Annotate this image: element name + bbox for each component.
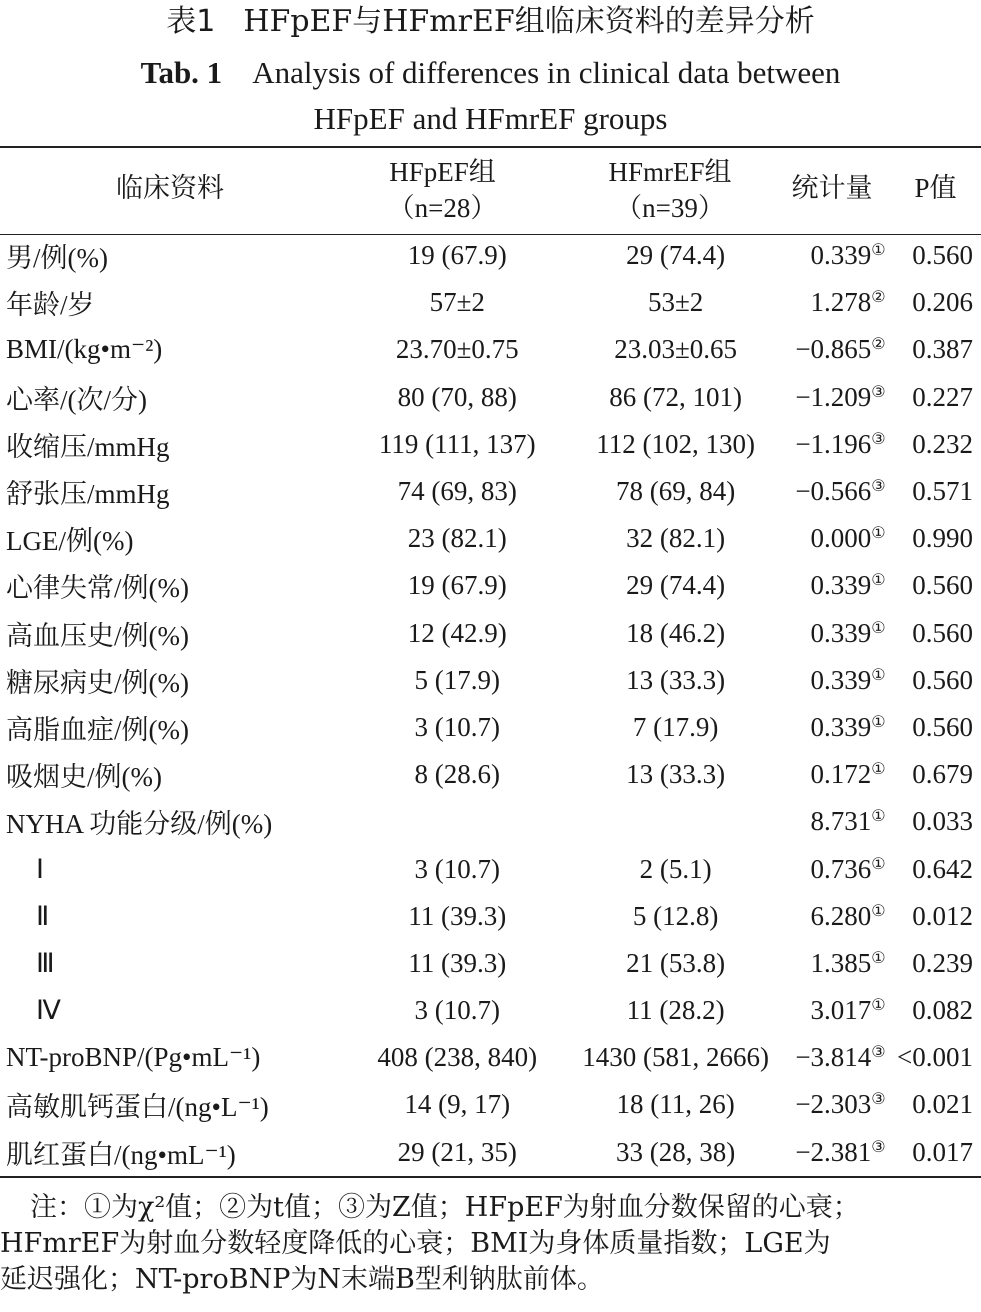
hfpef-value: 19 (67.9): [407, 240, 507, 271]
table-title-en-line2: HFpEF and HFmrEF groups: [313, 101, 668, 136]
statistic-footnote-mark: ①: [871, 997, 886, 1015]
p-value: 0.571: [912, 476, 973, 507]
p-value: 0.232: [912, 428, 973, 459]
p-value: 0.239: [912, 947, 973, 978]
statistic-value: [795, 1081, 893, 1128]
table-row: [0, 940, 981, 987]
statistic-footnote-mark: ①: [871, 808, 886, 826]
statistic-value: [795, 326, 893, 373]
hfmref-value: 32 (82.1): [626, 523, 726, 554]
p-value: 0.990: [912, 523, 973, 554]
table-title-en: [0, 50, 981, 142]
statistic-footnote-mark: ①: [871, 761, 886, 779]
table-label-en: Tab. 1: [140, 55, 223, 90]
row-label: 肌红蛋白/(ng•mL⁻¹): [6, 1139, 236, 1170]
p-value: 0.206: [912, 287, 973, 318]
hfpef-value: 11 (39.3): [408, 900, 507, 931]
statistic-footnote-mark: ①: [871, 572, 886, 590]
row-label: BMI/(kg•m⁻²): [6, 334, 163, 365]
table-header: [0, 148, 981, 236]
hfpef-value: 8 (28.6): [414, 759, 500, 790]
statistic-number: 0.000: [810, 523, 872, 554]
table-row: [0, 562, 981, 609]
hfpef-value: 23.70±0.75: [395, 334, 519, 365]
note-line-2: HFmrEF为射血分数轻度降低的心衰；BMI为身体质量指数；LGE为: [0, 1228, 831, 1259]
table-row: [0, 1129, 981, 1176]
statistic-value: [795, 374, 893, 421]
statistic-value: [795, 421, 893, 468]
table-row: [0, 421, 981, 468]
header-statistic: 统计量: [791, 173, 873, 203]
statistic-footnote-mark: ①: [871, 949, 886, 967]
table-row: [0, 987, 981, 1034]
statistic-footnote-mark: ①: [871, 525, 886, 543]
row-label: NYHA 功能分级/例(%): [6, 809, 273, 840]
statistic-number: −2.381: [795, 1136, 872, 1167]
p-value: 0.679: [912, 759, 973, 790]
hfpef-value: 119 (111, 137): [378, 428, 536, 459]
table-title-en-line1: Analysis of differences in clinical data between: [252, 55, 841, 90]
row-label: 吸烟史/例(%): [6, 762, 162, 793]
statistic-value: [795, 610, 893, 657]
statistic-footnote-mark: ①: [871, 713, 886, 731]
p-value: 0.012: [912, 900, 973, 931]
table-row: [0, 610, 981, 657]
hfmref-value: 1430 (581, 2666): [582, 1042, 769, 1073]
header-hfmref: HFmrEF组 （n=39）: [608, 157, 732, 223]
statistic-number: 3.017: [810, 995, 872, 1026]
statistic-value: [795, 468, 893, 515]
statistic-footnote-mark: ③: [871, 1044, 886, 1062]
statistic-value: [795, 893, 893, 940]
statistic-value: [795, 987, 893, 1034]
table-row: [0, 893, 981, 940]
table-row: [0, 326, 981, 373]
hfmref-value: 11 (28.2): [626, 995, 725, 1026]
p-value: 0.560: [912, 617, 973, 648]
note-line-1: 注：①为χ²值；②为t值；③为Z值；HFpEF为射血分数保留的心衰；: [30, 1192, 860, 1223]
hfmref-value: 13 (33.3): [626, 759, 726, 790]
hfpef-value: 80 (70, 88): [397, 381, 517, 412]
p-value: 0.227: [912, 381, 973, 412]
statistic-number: 1.385: [810, 947, 872, 978]
statistic-value: [795, 515, 893, 562]
hfpef-value: 5 (17.9): [414, 664, 500, 695]
hfmref-value: 53±2: [647, 287, 704, 318]
statistic-footnote-mark: ③: [871, 430, 886, 448]
statistic-footnote-mark: ①: [871, 242, 886, 260]
statistic-value: [795, 657, 893, 704]
hfpef-value: 11 (39.3): [408, 947, 507, 978]
hfmref-value: 86 (72, 101): [609, 381, 742, 412]
hfpef-value: 3 (10.7): [414, 711, 500, 742]
p-value: 0.560: [912, 711, 973, 742]
hfmref-value: 112 (102, 130): [596, 428, 755, 459]
statistic-number: 8.731: [810, 806, 872, 837]
hfmref-value: 23.03±0.65: [614, 334, 738, 365]
statistic-footnote-mark: ①: [871, 902, 886, 920]
statistic-footnote-mark: ③: [871, 478, 886, 496]
p-value: 0.033: [912, 806, 973, 837]
table-row: [0, 515, 981, 562]
statistic-number: −1.196: [795, 428, 872, 459]
hfpef-value: 29 (21, 35): [397, 1136, 517, 1167]
table-label-cn: 表1: [166, 4, 216, 39]
statistic-value: [795, 232, 893, 279]
statistic-value: [795, 704, 893, 751]
statistic-value: [795, 1129, 893, 1176]
hfpef-value: 3 (10.7): [414, 995, 500, 1026]
p-value: 0.560: [912, 570, 973, 601]
statistic-number: 0.736: [810, 853, 872, 884]
row-label: 高敏肌钙蛋白/(ng•L⁻¹): [6, 1092, 269, 1123]
row-label: 糖尿病史/例(%): [6, 667, 189, 698]
p-value: 0.082: [912, 995, 973, 1026]
p-value: 0.560: [912, 664, 973, 695]
hfmref-value: 7 (17.9): [632, 711, 719, 742]
row-label: 高脂血症/例(%): [6, 714, 189, 745]
p-value: 0.560: [912, 240, 973, 271]
hfmref-value: 18 (11, 26): [616, 1089, 735, 1120]
hfmref-value: 21 (53.8): [626, 947, 726, 978]
hfpef-value: 23 (82.1): [407, 523, 507, 554]
row-label: Ⅲ: [36, 947, 55, 978]
hfmref-value: 29 (74.4): [626, 570, 726, 601]
statistic-value: [795, 1034, 893, 1081]
hfmref-value: 33 (28, 38): [616, 1136, 736, 1167]
table-row: [0, 798, 981, 845]
statistic-number: 6.280: [810, 900, 872, 931]
p-value: 0.387: [912, 334, 973, 365]
statistic-number: −3.814: [795, 1042, 872, 1073]
statistic-number: −0.865: [795, 334, 872, 365]
table-body: [0, 232, 981, 1176]
table-row: [0, 468, 981, 515]
statistic-footnote-mark: ①: [871, 619, 886, 637]
hfmref-value: 5 (12.8): [632, 900, 719, 931]
statistic-number: −0.566: [795, 476, 872, 507]
header-p-value: P值: [914, 173, 957, 203]
p-value: <0.001: [897, 1042, 973, 1073]
table-row: [0, 232, 981, 279]
table-row: [0, 279, 981, 326]
hfpef-value: 74 (69, 83): [397, 476, 517, 507]
table-note: [0, 1190, 981, 1298]
statistic-footnote-mark: ①: [871, 666, 886, 684]
row-label: Ⅰ: [36, 853, 44, 884]
row-label: 男/例(%): [6, 243, 108, 274]
hfpef-value: 14 (9, 17): [404, 1089, 511, 1120]
statistic-footnote-mark: ③: [871, 1138, 886, 1156]
hfpef-value: 12 (42.9): [407, 617, 507, 648]
clinical-data-table: [0, 232, 981, 1176]
hfmref-value: 78 (69, 84): [616, 476, 736, 507]
hfmref-value: 18 (46.2): [626, 617, 726, 648]
statistic-value: [795, 751, 893, 798]
statistic-number: 0.339: [810, 711, 872, 742]
statistic-footnote-mark: ②: [871, 289, 886, 307]
statistic-value: [795, 279, 893, 326]
p-value: 0.017: [912, 1136, 973, 1167]
hfpef-value: 19 (67.9): [407, 570, 507, 601]
statistic-value: [795, 845, 893, 892]
row-label: NT-proBNP/(Pg•mL⁻¹): [6, 1042, 261, 1073]
hfmref-value: 29 (74.4): [626, 240, 726, 271]
table-row: [0, 704, 981, 751]
hfpef-value: [359, 798, 556, 845]
row-label: 高血压史/例(%): [6, 620, 189, 651]
hfpef-value: 3 (10.7): [414, 853, 500, 884]
row-label: Ⅱ: [36, 900, 50, 931]
hfpef-value: 408 (238, 840): [377, 1042, 538, 1073]
table-title-cn: [0, 2, 981, 42]
statistic-number: −2.303: [795, 1089, 872, 1120]
table-title-cn-text: HFpEF与HFmrEF组临床资料的差异分析: [243, 4, 815, 39]
note-line-3: 延迟强化；NT-proBNP为N末端B型利钠肽前体。: [0, 1264, 604, 1295]
statistic-number: 0.339: [810, 240, 872, 271]
row-label: 收缩压/mmHg: [6, 431, 170, 462]
statistic-value: [795, 940, 893, 987]
hfpef-value: 57±2: [429, 287, 485, 318]
hfmref-value: 13 (33.3): [626, 664, 726, 695]
statistic-number: 0.172: [810, 759, 872, 790]
statistic-footnote-mark: ①: [871, 855, 886, 873]
statistic-footnote-mark: ②: [871, 336, 886, 354]
table-row: [0, 657, 981, 704]
statistic-number: 0.339: [810, 570, 872, 601]
statistic-value: [795, 562, 893, 609]
statistic-number: 0.339: [810, 617, 872, 648]
header-hfpef: HFpEF组 （n=28）: [387, 157, 498, 223]
row-label: 舒张压/mmHg: [6, 479, 170, 510]
row-label: 心律失常/例(%): [6, 573, 189, 604]
table-row: [0, 845, 981, 892]
hfmref-value: [556, 798, 795, 845]
statistic-value: [795, 798, 893, 845]
statistic-footnote-mark: ③: [871, 383, 886, 401]
bottom-rule: [0, 1176, 981, 1178]
table-row: [0, 751, 981, 798]
p-value: 0.021: [912, 1089, 973, 1120]
statistic-footnote-mark: ③: [871, 1091, 886, 1109]
table-row: [0, 374, 981, 421]
table-row: [0, 1034, 981, 1081]
statistic-number: −1.209: [795, 381, 872, 412]
hfmref-value: 2 (5.1): [639, 853, 712, 884]
header-clinical-data: 临床资料: [116, 173, 224, 203]
row-label: 年龄/岁: [6, 290, 95, 321]
row-label: Ⅳ: [36, 995, 61, 1026]
table-row: [0, 1081, 981, 1128]
statistic-number: 1.278: [810, 287, 872, 318]
row-label: LGE/例(%): [6, 526, 134, 557]
statistic-number: 0.339: [810, 664, 872, 695]
p-value: 0.642: [912, 853, 973, 884]
row-label: 心率/(次/分): [6, 384, 147, 415]
